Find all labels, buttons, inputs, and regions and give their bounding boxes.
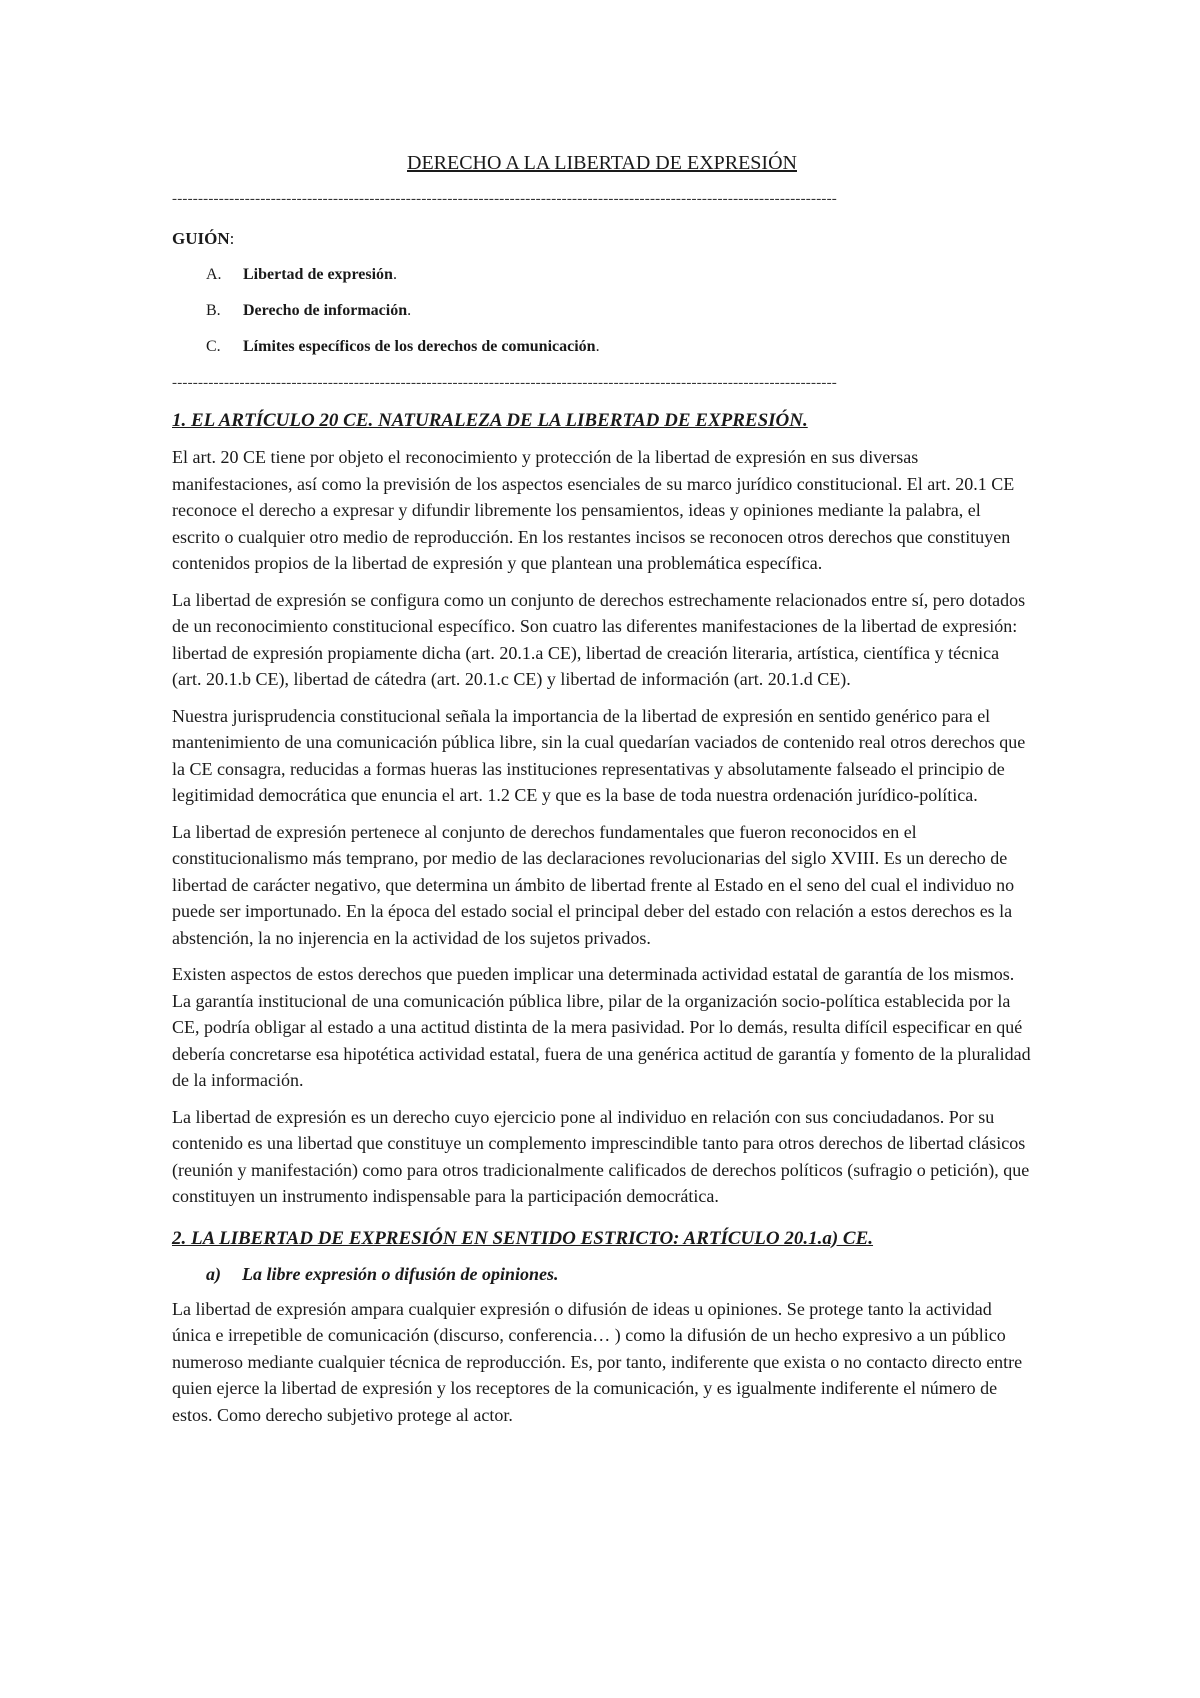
outline-item-c	[172, 336, 1032, 358]
section-1-paragraph-3: Nuestra jurisprudencia constitucional señala la importancia de la libertad de expresión en sentido genérico para el mantenimiento de una comunicación pública libre, sin la cual quedarían vaciados de contenido real otros derechos que la CE consagra, reducidas a formas hueras las instituciones representativas y absolutamente falseado el principio de legitimidad democrática que enuncia el art. 1.2 CE y que es la base de toda nuestra ordenación jurídico-política.	[172, 705, 1026, 805]
section-1-paragraph-1: El art. 20 CE tiene por objeto el reconocimiento y protección de la libertad de expresión en sus diversas manifestaciones, así como la previsión de los aspectos esenciales de su marco jurídico constitucional. El art. 20.1 CE reconoce el derecho a expresar y difundir libremente los pensamientos, ideas y opiniones mediante la palabra, el escrito o cualquier otro medio de reproducción. En los restantes incisos se reconocen otros derechos que constituyen contenidos propios de la libertad de expresión y que plantean una problemática específica.	[172, 447, 1015, 573]
outline-item-a	[172, 264, 1032, 286]
outline-item-period: .	[595, 338, 600, 355]
outline-item-text	[243, 300, 411, 322]
section-1-paragraph-6: La libertad de expresión es un derecho cuyo ejercicio pone al individuo en relación con sus conciudadanos. Por su contenido es una libertad que constituye un complemento imprescindible tanto para otros derechos de libertad clásicos (reunión y manifestación) como para otros tradicionalmente calificados de derechos políticos (sufragio o petición), que constituyen un instrumento indispensable para la participación democrática.	[172, 1106, 1030, 1206]
section-2-subheading	[172, 1262, 1032, 1286]
document-title: DERECHO A LA LIBERTAD DE EXPRESIÓN	[407, 152, 797, 174]
outline-item-title: Libertad de expresión	[243, 266, 393, 283]
guion-label	[172, 228, 1032, 250]
divider-top: --------------------------------------------------------------------------------------------------------------------------------	[172, 191, 837, 207]
outline-item-text	[243, 264, 397, 286]
document-page	[172, 150, 1032, 1438]
section-1-paragraph-5: Existen aspectos de estos derechos que pueden implicar una determinada actividad estatal de garantía de los mismos. La garantía institucional de una comunicación pública libre, pilar de la organización socio-política establecida por la CE, podría obligar al estado a una actitud distinta de la mera pasividad. Por lo demás, resulta difícil especificar en qué debería concretarse esa hipotética actividad estatal, fuera de una genérica actitud de garantía y fomento de la pluralidad de la información.	[172, 964, 1031, 1090]
section-1-paragraph-4: La libertad de expresión pertenece al conjunto de derechos fundamentales que fueron reconocidos en el constitucionalismo más temprano, por medio de las declaraciones revolucionarias del siglo XVIII. Es un derecho de libertad de carácter negativo, que determina un ámbito de libertad frente al Estado en el seno del cual el individuo no puede ser importunado. En la época del estado social el principal deber del estado con relación a estos derechos es la abstención, la no injerencia en la actividad de los sujetos privados.	[172, 821, 1015, 948]
outline-item-period: .	[392, 266, 397, 283]
guion-label-colon: :	[229, 229, 235, 248]
outline-item-b	[172, 300, 1032, 322]
section-1-paragraph-2: La libertad de expresión se configura como un conjunto de derechos estrechamente relacionados entre sí, pero dotados de un reconocimiento constitucional específico. Son cuatro las diferentes manifestaciones de la libertad de expresión: libertad de expresión propiamente dicha (art. 20.1.a CE), libertad de creación literaria, artística, científica y técnica (art. 20.1.b CE), libertad de cátedra (art. 20.1.c CE) y libertad de información (art. 20.1.d CE).	[172, 589, 1026, 689]
section-2-heading: 2. LA LIBERTAD DE EXPRESIÓN EN SENTIDO ESTRICTO: ARTÍCULO 20.1.a) CE.	[172, 1227, 874, 1249]
guion-label-text: GUIÓN	[172, 229, 230, 248]
outline-item-title: Derecho de información	[243, 302, 408, 319]
section-1-heading: 1. EL ARTÍCULO 20 CE. NATURALEZA DE LA LIBERTAD DE EXPRESIÓN.	[172, 410, 808, 431]
outline-item-title: Límites específicos de los derechos de comunicación	[243, 338, 596, 355]
outline-item-text	[243, 336, 600, 358]
subheading-letter: a)	[206, 1263, 221, 1284]
subheading-text: La libre expresión o difusión de opiniones.	[242, 1263, 559, 1284]
outline-item-period: .	[407, 302, 412, 319]
section-2-paragraph-1: La libertad de expresión ampara cualquier expresión o difusión de ideas u opiniones. Se protege tanto la actividad única e irrepetible de comunicación (discurso, conferencia… ) como la difusión de un hecho expresivo a un público numeroso mediante cualquier técnica de reproducción. Es, por tanto, indiferente que exista o no contacto directo entre quien ejerce la libertad de expresión y los receptores de la comunicación, y es igualmente indiferente el número de estos. Como derecho subjetivo protege al actor.	[172, 1298, 1023, 1425]
outline-item-letter: B.	[206, 302, 221, 319]
outline-item-letter: C.	[206, 338, 221, 355]
guion-outline	[172, 264, 1032, 358]
divider-bottom: --------------------------------------------------------------------------------------------------------------------------------	[172, 375, 837, 391]
outline-item-letter: A.	[206, 266, 222, 283]
